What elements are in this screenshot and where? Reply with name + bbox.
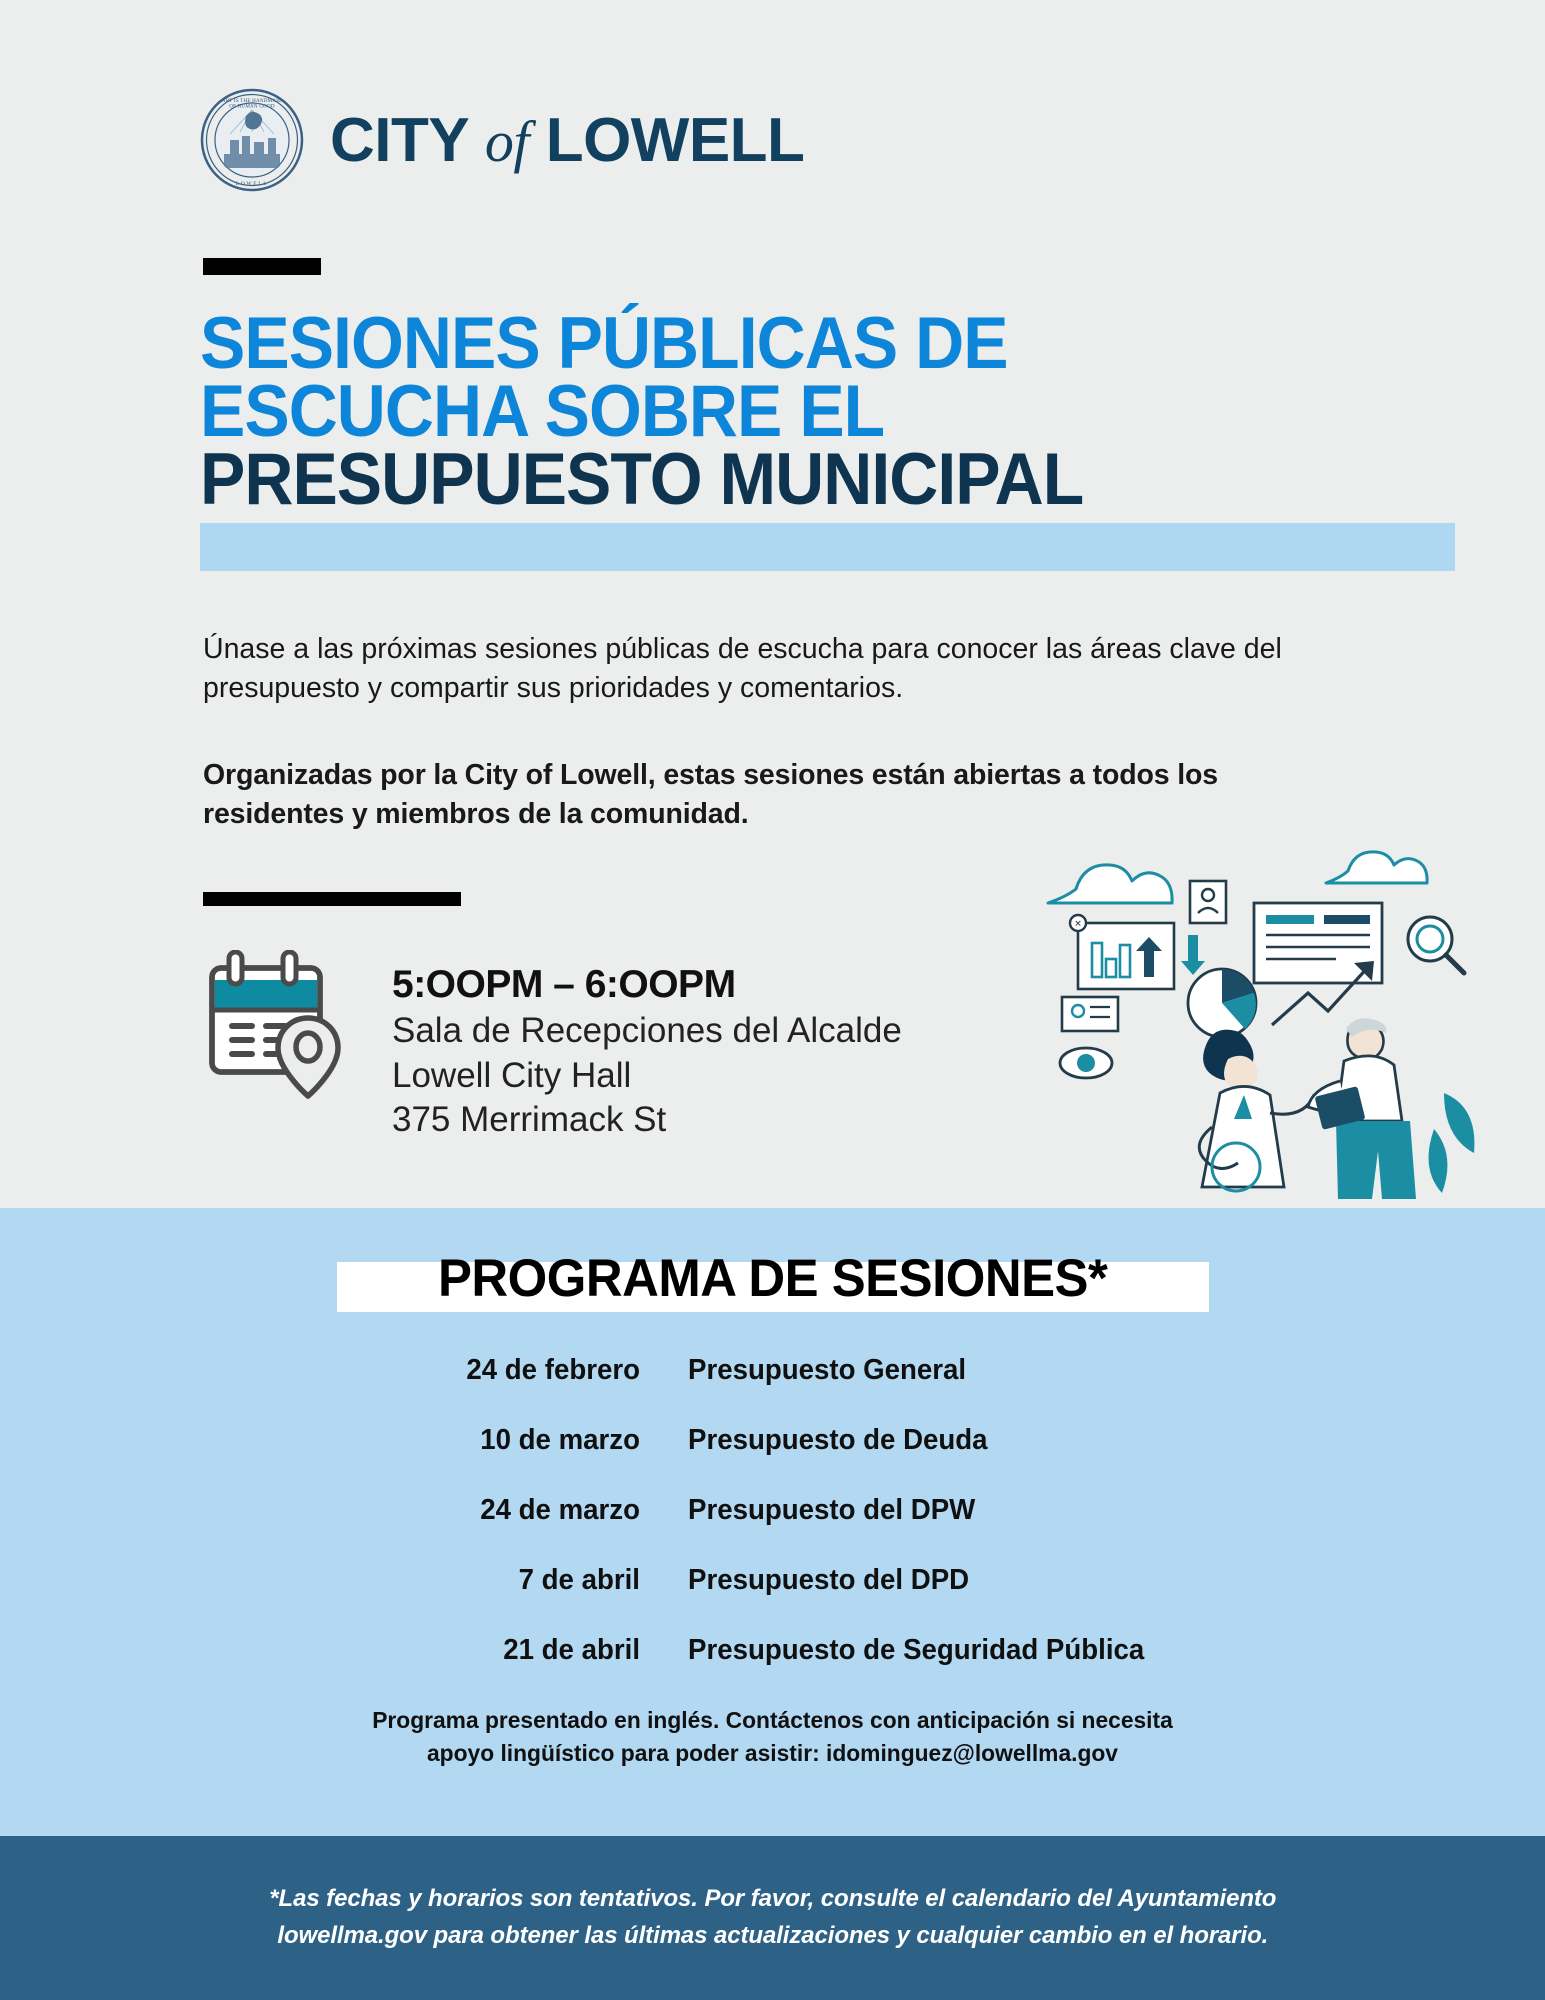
table-row [0, 1424, 1545, 1457]
brand-lowell: LOWELL [545, 105, 805, 175]
city-seal-icon [200, 88, 304, 192]
footer-disclaimer [0, 1836, 1545, 2000]
divider-top [203, 258, 321, 275]
schedule-topic: Presupuesto de Deuda [688, 1424, 988, 1456]
language-support-note [23, 1704, 1522, 1771]
footer-text-block [269, 1881, 1276, 1955]
schedule-date: 24 de marzo [480, 1494, 640, 1526]
page-title [200, 303, 1300, 520]
table-row [0, 1634, 1545, 1667]
footer-line-1: *Las fechas y horarios son tentativos. Por favor, consulte el calendario del Ayuntamiento [268, 1885, 1277, 1913]
divider-middle [203, 892, 461, 906]
svg-text:LOWELL: LOWELL [235, 181, 269, 187]
event-text-block [392, 950, 902, 1143]
svg-text:✕: ✕ [1074, 918, 1082, 929]
brand-of: of [484, 108, 529, 174]
bold-paragraph: Organizadas por la City of Lowell, estas sesiones están abiertas a todos los residentes y miembros de la comunidad. [203, 759, 1218, 831]
schedule-topic: Presupuesto del DPW [688, 1494, 976, 1526]
headline-line-1: SESIONES PÚBLICAS DE [200, 303, 1008, 384]
schedule-rows [0, 1354, 1545, 1667]
table-row [0, 1494, 1545, 1527]
language-note-line-1: Programa presentado en inglés. Contáctenos con anticipación si necesita [372, 1707, 1173, 1733]
calendar-location-icon [200, 950, 360, 1100]
schedule-topic: Presupuesto General [688, 1354, 967, 1386]
footer-line-2: lowellma.gov para obtener las últimas actualizaciones y cualquier cambio en el horario. [277, 1922, 1268, 1949]
schedule-date: 21 de abril [503, 1634, 640, 1666]
intro-paragraph: Únase a las próximas sesiones públicas de escucha para conocer las áreas clave del presupuesto y compartir sus prioridades y comentarios. [203, 633, 1282, 705]
schedule-topic: Presupuesto de Seguridad Pública [688, 1634, 1145, 1666]
event-time: 5:OOPM – 6:OOPM [392, 963, 736, 1006]
event-building: Lowell City Hall [392, 1055, 632, 1095]
schedule-date: 7 de abril [518, 1564, 640, 1596]
brand-header [200, 88, 804, 192]
schedule-title: PROGRAMA DE SESIONES* [437, 1249, 1108, 1308]
headline-line-3: PRESUPUESTO MUNICIPAL [200, 438, 1084, 520]
schedule-panel [0, 1208, 1545, 1836]
brand-city: CITY [330, 105, 469, 175]
event-address: 375 Merrimack St [392, 1100, 667, 1140]
event-venue: Sala de Recepciones del Alcalde [392, 1010, 902, 1050]
headline-line-2: ESCUCHA SOBRE EL [200, 370, 885, 452]
table-row [0, 1564, 1545, 1597]
schedule-title-wrap [0, 1248, 1545, 1320]
svg-text:OF HUMAN GOOD: OF HUMAN GOOD [229, 103, 275, 110]
event-details [200, 950, 902, 1143]
headline-highlight-band [200, 523, 1455, 571]
schedule-date: 24 de febrero [466, 1354, 640, 1386]
people-with-charts-illustration [1040, 845, 1480, 1200]
svg-text:ART IS THE HANDMAID: ART IS THE HANDMAID [221, 98, 283, 104]
body-copy [203, 630, 1313, 834]
schedule-date: 10 de marzo [480, 1424, 640, 1456]
schedule-topic: Presupuesto del DPD [688, 1564, 970, 1596]
brand-wordmark [330, 105, 804, 176]
table-row [0, 1354, 1545, 1387]
language-note-line-2: apoyo lingüístico para poder asistir: idominguez@lowellma.gov [426, 1740, 1118, 1767]
